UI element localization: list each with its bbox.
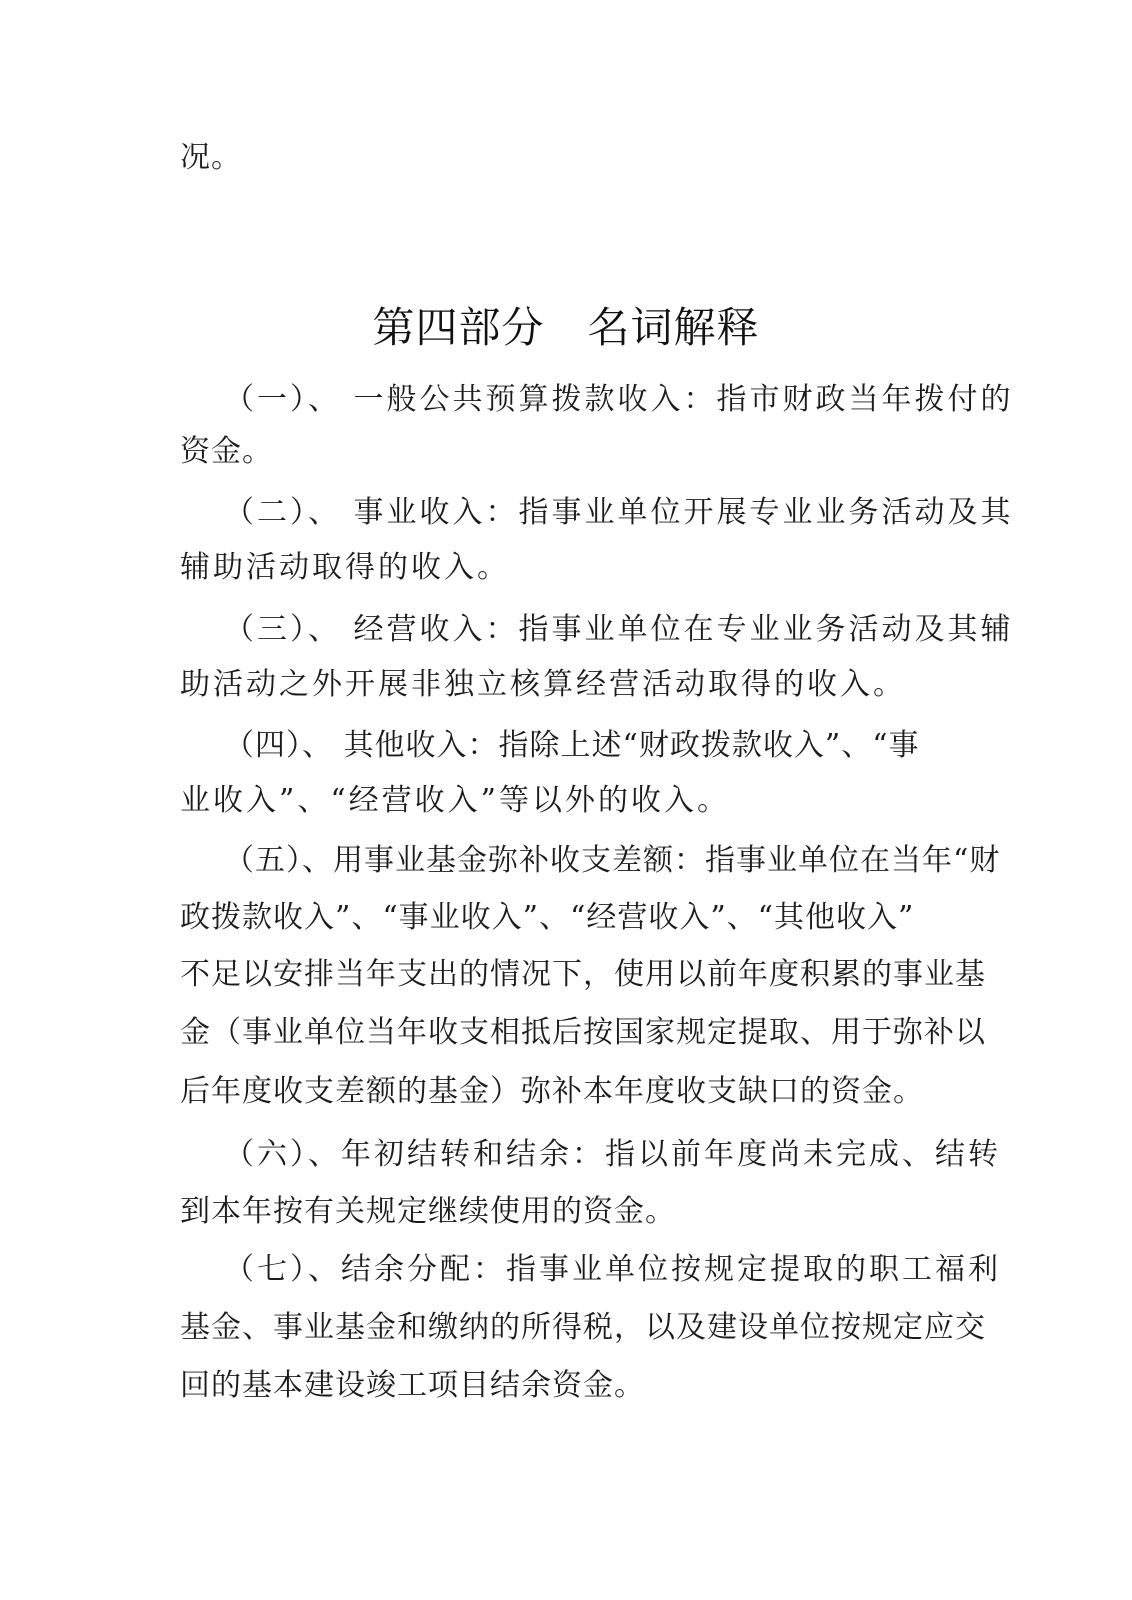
definition-5-line-4: 金（事业单位当年收支相抵后按国家规定提取、用于弥补以 — [180, 1015, 986, 1050]
definition-6-line-1: （六）、年初结转和结余：指以前年度尚未完成、结转 — [224, 1137, 1001, 1172]
definition-2-line-1: （二）、 事业收入：指事业单位开展专业业务活动及其 — [224, 495, 1014, 530]
carryover-text: 况。 — [180, 140, 242, 175]
definition-6-line-2: 到本年按有关规定继续使用的资金。 — [180, 1194, 676, 1229]
definition-3-line-1: （三）、 经营收入：指事业单位在专业业务活动及其辅 — [224, 612, 1014, 647]
section-title: 第四部分 名词解释 — [372, 303, 760, 352]
definition-4-line-2: 业收入”、“经营收入”等以外的收入。 — [180, 783, 731, 818]
definition-7-line-1: （七）、结余分配：指事业单位按规定提取的职工福利 — [224, 1252, 1001, 1287]
definition-1-line-1: （一）、 一般公共预算拨款收入：指市财政当年拨付的 — [224, 382, 1014, 417]
definition-5-line-3: 不足以安排当年支出的情况下，使用以前年度积累的事业基 — [180, 957, 986, 992]
definition-5-line-2: 政拨款收入”、“事业收入”、“经营收入”、“其他收入” — [180, 900, 915, 935]
definition-3-line-2: 助活动之外开展非独立核算经营活动取得的收入。 — [180, 667, 906, 702]
definition-7-line-2: 基金、事业基金和缴纳的所得税，以及建设单位按规定应交 — [180, 1310, 986, 1345]
definition-5-line-5: 后年度收支差额的基金）弥补本年度收支缺口的资金。 — [180, 1074, 924, 1109]
definition-5-line-1: （五）、用事业基金弥补收支差额：指事业单位在当年“财 — [224, 843, 1001, 878]
definition-2-line-2: 辅助活动取得的收入。 — [180, 550, 510, 585]
definition-7-line-3: 回的基本建设竣工项目结余资金。 — [180, 1368, 645, 1403]
definition-1-line-2: 资金。 — [180, 434, 273, 469]
definition-4-line-1: （四）、 其他收入：指除上述“财政拨款收入”、“事 — [224, 728, 920, 763]
